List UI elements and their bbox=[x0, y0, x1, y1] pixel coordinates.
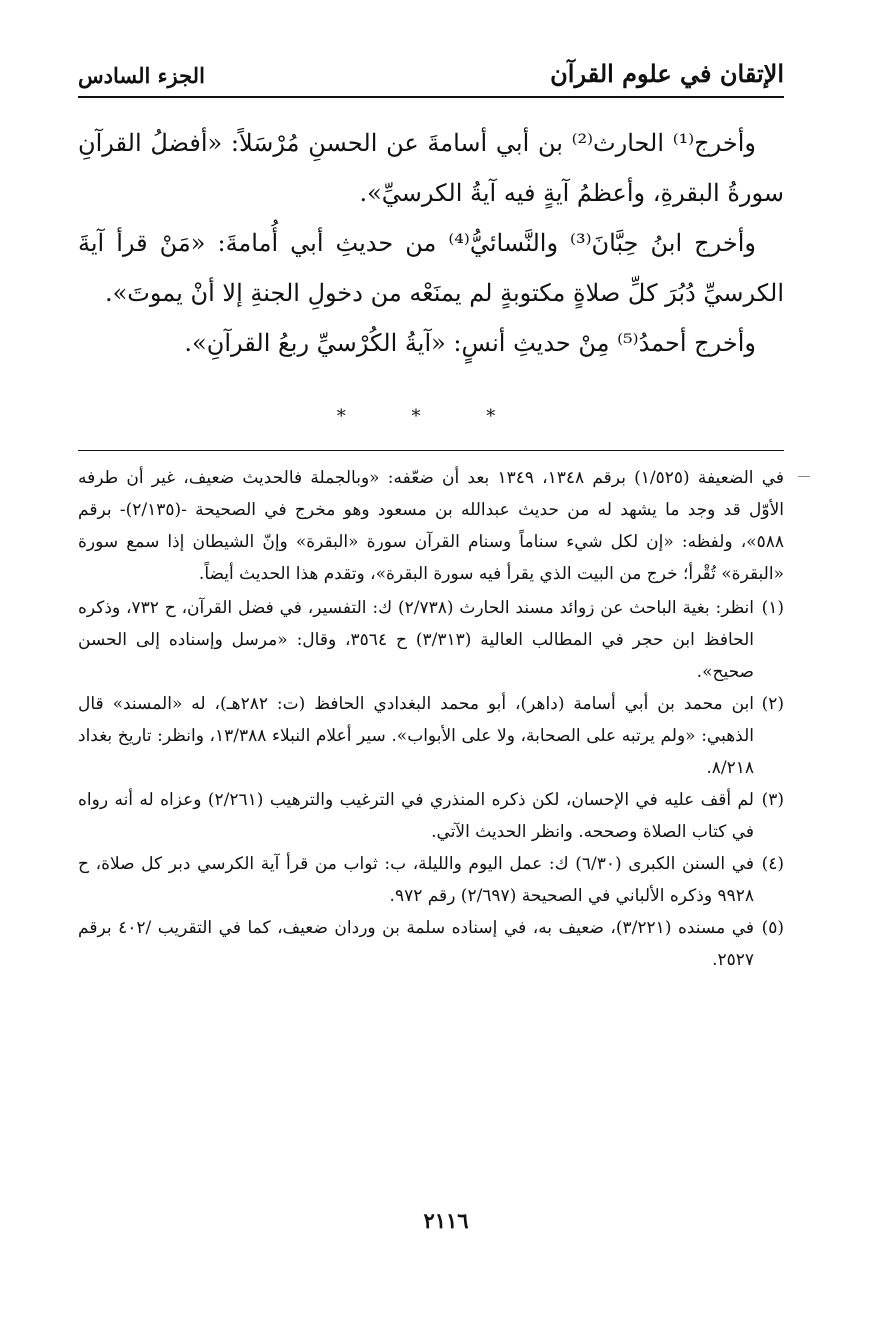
book-title: الإتقان في علوم القرآن bbox=[550, 59, 784, 88]
footnote-5 bbox=[78, 912, 784, 976]
footnotes-section bbox=[78, 462, 784, 976]
footnote-continuation: في الضعيفة (١/٥٢٥) برقم ١٣٤٨، ١٣٤٩ بعد أن ضعّفه: «وبالجملة فالحديث ضعيف، غير أن طرفه الأوّل قد وجد ما يشهد له من حديث عبدالله بن مسعود وهو مخرج في الصحيحة -(٢/١٣٥)- برقم ٥٨٨»، ولفظه: «إن لكل شيء سناماً وسنام القرآن سورة «البقرة» وإنّ الشيطان إذا سمع سورة «البقرة» تُقْرأ؛ خرج من البيت الذي يقرأ فيه سورة البقرة»، وتقدم هذا الحديث أيضاً. bbox=[78, 468, 784, 584]
footnote-number: (٤) bbox=[761, 854, 784, 874]
footnote-number: (٢) bbox=[761, 694, 784, 714]
footnote-text: في مسنده (٣/٢٢١)، ضعيف به، في إسناده سلمة بن وردان ضعيف، كما في التقريب /٤٠٢ برقم ٢٥٢٧. bbox=[78, 918, 754, 970]
section-separator: * * * bbox=[336, 406, 526, 427]
main-text-body bbox=[78, 118, 784, 368]
footnote-number: (٥) bbox=[761, 918, 784, 938]
footnote-4 bbox=[78, 848, 784, 912]
footnote-rule bbox=[78, 450, 784, 451]
running-header bbox=[78, 52, 784, 98]
main-paragraph-1: وأخرج⁽¹⁾ الحارث⁽²⁾ بن أبي أسامةَ عن الحسنِ مُرْسَلاً: «أفضلُ القرآنِ سورةُ البقرةِ، وأعظمُ آيةٍ فيه آيةُ الكرسيِّ». bbox=[78, 129, 784, 207]
main-paragraph-2: وأخرج ابنُ حِبَّانَ⁽³⁾ والنَّسائيُّ⁽⁴⁾ من حديثِ أبي أُمامةَ: «مَنْ قرأ آيةَ الكرسيِّ دُبُرَ كلِّ صلاةٍ مكتوبةٍ لم يمنَعْه من دخولِ الجنةِ إلا أنْ يموتَ». bbox=[78, 229, 784, 307]
footnote-1 bbox=[78, 592, 784, 688]
footnote-text: ابن محمد بن أبي أسامة (داهر)، أبو محمد البغدادي الحافظ (ت: ٢٨٢هـ)، له «المسند» قال الذهبي: «ولم يرتبه على الصحابة، ولا على الأبواب». سير أعلام النبلاء ١٣/٣٨٨، وانظر: تاريخ بغداد ٨/٢١٨. bbox=[78, 694, 755, 778]
margin-mark bbox=[798, 476, 810, 477]
footnote-text: انظر: بغية الباحث عن زوائد مسند الحارث (٢/٧٣٨) ك: التفسير، في فضل القرآن، ح ٧٣٢، وذكره الحافظ ابن حجر في المطالب العالية (٣/٣١٣) ح ٣٥٦٤، وقال: «مرسل وإسناده إلى الحسن صحيح». bbox=[78, 598, 754, 682]
page-number: ٢١١٦ bbox=[423, 1208, 469, 1233]
footnote-3 bbox=[78, 784, 784, 848]
footnote-text: لم أقف عليه في الإحسان، لكن ذكره المنذري في الترغيب والترهيب (٢/٢٦١) وعزاه له أنه رواه في كتاب الصلاة وصححه. وانظر الحديث الآتي. bbox=[78, 790, 754, 842]
volume-label: الجزء السادس bbox=[78, 63, 205, 88]
footnote-text: في السنن الكبرى (٦/٣٠) ك: عمل اليوم والليلة، ب: ثواب من قرأ آية الكرسي دبر كل صلاة، ح ٩٩٢٨ وذكره الألباني في الصحيحة (٢/٦٩٧) رقم ٩٧٢. bbox=[78, 854, 755, 906]
footnote-number: (١) bbox=[761, 598, 784, 618]
main-paragraph-3: وأخرج أحمدُ⁽⁵⁾ مِنْ حديثِ أنسٍ: «آيةُ الكُرْسيِّ ربعُ القرآنِ». bbox=[184, 329, 756, 357]
footnote-number: (٣) bbox=[761, 790, 784, 810]
footnote-2 bbox=[78, 688, 784, 784]
